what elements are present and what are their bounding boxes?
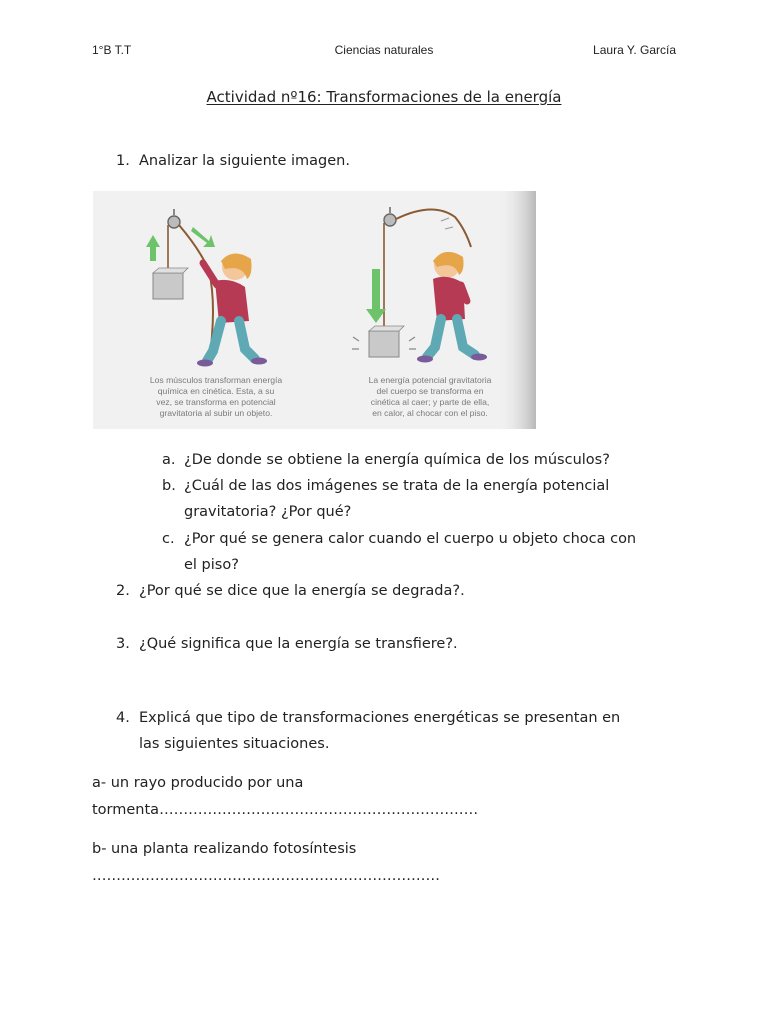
situation-a (92, 770, 652, 824)
header-author: Laura Y. García (593, 43, 676, 57)
left-scene (146, 209, 267, 367)
subquestion-letter: a. (162, 452, 176, 468)
question-text: Analizar la siguiente imagen. (139, 153, 350, 169)
activity-title: Actividad nº16: Transformaciones de la energía (206, 88, 562, 106)
question-text: ¿Qué significa que la energía se transfiere?. (139, 636, 458, 652)
question-number: 1. (116, 153, 130, 169)
answer-line[interactable]: ……………………………………………………………… (92, 868, 440, 884)
up-arrow-icon (146, 235, 160, 261)
energy-illustration (93, 191, 536, 429)
situation-text: b- una planta realizando fotosíntesis (92, 841, 357, 857)
subquestion-text: ¿De donde se obtiene la energía química de los músculos? (184, 452, 610, 468)
pulley-icon (168, 216, 180, 228)
question-number: 3. (116, 636, 130, 652)
header-subject: Ciencias naturales (334, 43, 434, 57)
person-legs-icon (207, 321, 221, 361)
page-header (92, 43, 676, 59)
weight-block-icon (153, 273, 183, 299)
fallen-block-icon (369, 331, 399, 357)
question-text: ¿Por qué se dice que la energía se degrada?. (139, 583, 465, 599)
pulley-icon (384, 214, 396, 226)
answer-line[interactable]: tormenta………………………………………………………… (92, 802, 479, 818)
situation-text: a- un rayo producido por una (92, 775, 304, 791)
right-scene (352, 207, 487, 363)
question-number: 4. (116, 710, 130, 726)
subquestion-letter: c. (162, 531, 175, 547)
person-legs-icon (427, 319, 441, 357)
situation-b (92, 836, 652, 890)
subquestion-letter: b. (162, 478, 176, 494)
subquestion-text: ¿Por qué se genera calor cuando el cuerpo u objeto choca con el piso? (184, 531, 637, 573)
subquestion-text: ¿Cuál de las dos imágenes se trata de la energía potencial gravitatoria? ¿Por qué? (184, 478, 610, 520)
question-number: 2. (116, 583, 130, 599)
header-course: 1°B T.T (92, 43, 132, 57)
down-arrow-icon (366, 269, 386, 323)
caption-left: Los músculos transforman energía química en cinética. Esta, a su vez, se transforma en potencial gravitatoria al subir un objeto. (149, 375, 283, 418)
question-text: Explicá que tipo de transformaciones energéticas se presentan en las siguientes situaciones. (139, 710, 621, 752)
caption-right: La energía potencial gravitatoria del cuerpo se transforma en cinética al caer; y parte de ella, en calor, al chocar con el piso. (368, 375, 492, 418)
